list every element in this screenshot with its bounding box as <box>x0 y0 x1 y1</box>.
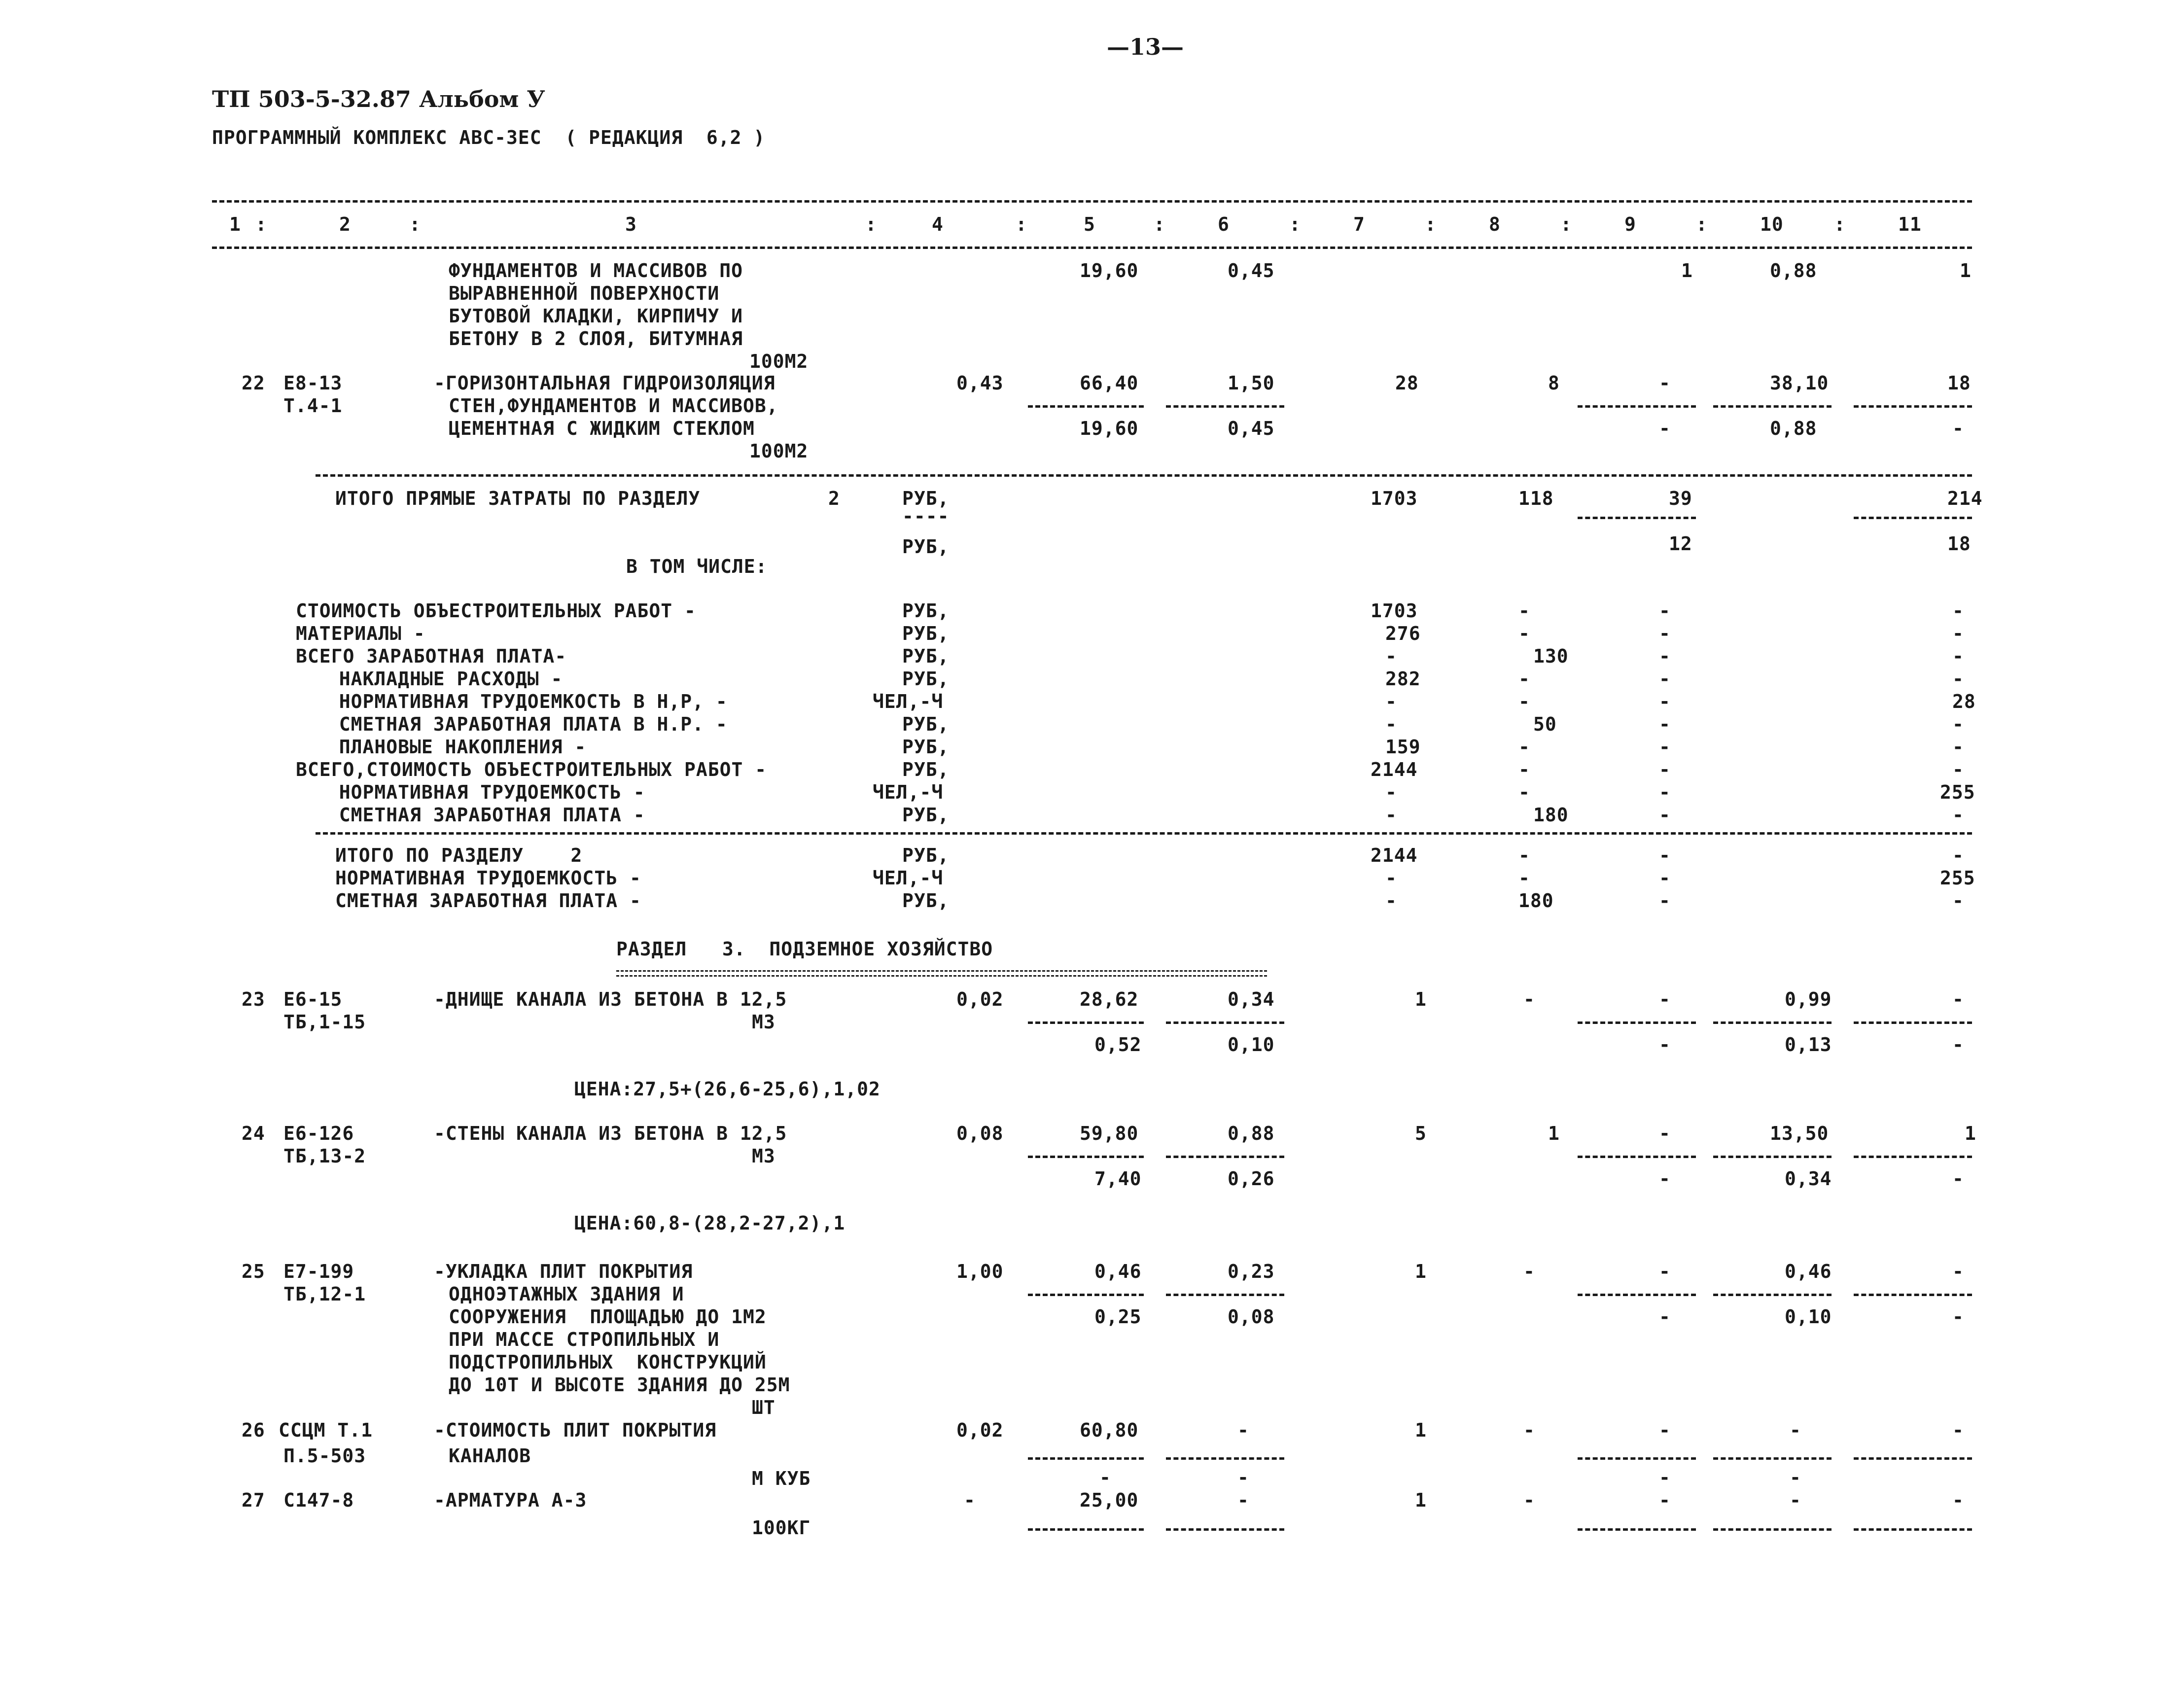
item-text: ДО 10Т И ВЫСОТЕ ЗДАНИЯ ДО 25М <box>449 1374 790 1396</box>
cell: - <box>1518 691 1530 712</box>
cell: 0,52 <box>1094 1034 1142 1056</box>
cell: - <box>1659 1168 1671 1190</box>
header-rule-top <box>212 200 1972 203</box>
cell: 50 <box>1533 713 1557 735</box>
item-unit: 100М2 <box>749 440 809 462</box>
cell: - <box>1237 1489 1249 1511</box>
row-code: Т.4-1 <box>283 395 343 417</box>
section-rule <box>316 832 1972 835</box>
cell: - <box>1659 844 1671 866</box>
cell: 130 <box>1533 645 1569 667</box>
cell: 282 <box>1385 668 1421 690</box>
cell: - <box>1790 1467 1801 1488</box>
col-sep: : <box>1696 213 1708 235</box>
cell: - <box>1952 736 1964 758</box>
total-unit: РУБ, <box>902 536 950 558</box>
item-unit: ШТ <box>752 1397 775 1418</box>
col-4: 4 <box>932 213 944 235</box>
cell-rule <box>1578 517 1696 519</box>
cell: - <box>1952 668 1964 690</box>
cell: 0,25 <box>1094 1306 1142 1328</box>
cell: - <box>1385 691 1397 712</box>
section-total-unit: РУБ, <box>902 844 950 866</box>
cell: 13,50 <box>1770 1123 1829 1144</box>
item-text: КАНАЛОВ <box>449 1445 531 1467</box>
item-text: -СТОИМОСТЬ ПЛИТ ПОКРЫТИЯ <box>434 1419 717 1441</box>
item-text: БУТОВОЙ КЛАДКИ, КИРПИЧУ И <box>449 305 743 327</box>
row-code: Е7-199 <box>283 1261 354 1282</box>
item-text: БЕТОНУ В 2 СЛОЯ, БИТУМНАЯ <box>449 328 743 350</box>
cell: 1,50 <box>1228 372 1275 394</box>
item-text: -СТЕНЫ КАНАЛА ИЗ БЕТОНА В 12,5 <box>434 1123 787 1144</box>
cell: - <box>1385 713 1397 735</box>
cell: 0,26 <box>1228 1168 1275 1190</box>
total-label: ИТОГО ПРЯМЫЕ ЗАТРАТЫ ПО РАЗДЕЛУ <box>335 488 701 509</box>
cell-rule <box>1713 1294 1832 1296</box>
cell: - <box>1518 600 1530 622</box>
row-code: П.5-503 <box>283 1445 366 1467</box>
row-code: Е6-15 <box>283 988 343 1010</box>
cell: - <box>1952 1419 1964 1441</box>
breakdown-unit: РУБ, <box>902 623 950 644</box>
cell: 0,34 <box>1785 1168 1832 1190</box>
cell: - <box>1659 736 1671 758</box>
cell: 0,88 <box>1770 418 1817 439</box>
item-text: -УКЛАДКА ПЛИТ ПОКРЫТИЯ <box>434 1261 693 1282</box>
cell: 7,40 <box>1094 1168 1142 1190</box>
cell: - <box>1659 890 1671 912</box>
cell: - <box>1952 890 1964 912</box>
cell: - <box>1659 759 1671 780</box>
cell-rule <box>1854 1294 1972 1296</box>
item-unit: М3 <box>752 1145 775 1167</box>
cell-rule <box>1166 1294 1284 1296</box>
cell: - <box>1952 759 1964 780</box>
cell-rule <box>1028 1021 1144 1024</box>
cell: - <box>1518 844 1530 866</box>
total-unit-dash: ---- <box>902 505 950 527</box>
cell: - <box>1659 668 1671 690</box>
cell: 60,80 <box>1080 1419 1139 1441</box>
row-number: 23 <box>242 988 265 1010</box>
document-title: ТП 503-5-32.87 Альбом У <box>212 86 545 112</box>
item-text: -ГОРИЗОНТАЛЬНАЯ ГИДРОИЗОЛЯЦИЯ <box>434 372 775 394</box>
cell: 0,45 <box>1228 418 1275 439</box>
cell: - <box>1952 844 1964 866</box>
cell: - <box>1659 1261 1671 1282</box>
cell: - <box>1952 1306 1964 1328</box>
cell-rule <box>1028 1457 1144 1460</box>
cell-rule <box>1028 405 1144 408</box>
cell: - <box>1518 759 1530 780</box>
col-sep: : <box>1016 213 1027 235</box>
cell: - <box>1790 1419 1801 1441</box>
cell: - <box>1659 1419 1671 1441</box>
cell-rule <box>1713 405 1832 408</box>
breakdown-unit: РУБ, <box>902 668 950 690</box>
cell-rule <box>1854 517 1972 519</box>
col-sep: : <box>1154 213 1165 235</box>
cell: 1 <box>1960 260 1972 282</box>
breakdown-label: ПЛАНОВЫЕ НАКОПЛЕНИЯ - <box>316 736 587 758</box>
breakdown-unit: РУБ, <box>902 736 950 758</box>
cell: - <box>1952 1489 1964 1511</box>
cell: 214 <box>1947 488 1983 509</box>
col-9: 9 <box>1624 213 1636 235</box>
cell: - <box>1659 418 1671 439</box>
cell-rule <box>1166 1457 1284 1460</box>
breakdown-unit: РУБ, <box>902 804 950 826</box>
item-text: СООРУЖЕНИЯ ПЛОЩАДЬЮ ДО 1М2 <box>449 1306 767 1328</box>
cell-rule <box>1578 1457 1696 1460</box>
cell: 0,13 <box>1785 1034 1832 1056</box>
section-rule <box>316 474 1972 477</box>
breakdown-unit: ЧЕЛ,-Ч <box>873 691 944 712</box>
col-6: 6 <box>1218 213 1230 235</box>
cell: - <box>1790 1489 1801 1511</box>
cell: 0,10 <box>1228 1034 1275 1056</box>
cell: 2144 <box>1371 844 1418 866</box>
total-section: 2 <box>828 488 840 509</box>
cell: 0,02 <box>956 1419 1004 1441</box>
cell: 0,02 <box>956 988 1004 1010</box>
breakdown-label: НАКЛАДНЫЕ РАСХОДЫ - <box>316 668 563 690</box>
item-text: ЦЕМЕНТНАЯ С ЖИДКИМ СТЕКЛОМ <box>449 418 755 439</box>
cell: 1 <box>1681 260 1693 282</box>
breakdown-label: СМЕТНАЯ ЗАРАБОТНАЯ ПЛАТА - <box>316 804 645 826</box>
cell: - <box>1952 713 1964 735</box>
cell: - <box>1952 804 1964 826</box>
cell: 0,46 <box>1785 1261 1832 1282</box>
cell: 0,08 <box>1228 1306 1275 1328</box>
cell: 1703 <box>1371 600 1418 622</box>
breakdown-label: СМЕТНАЯ ЗАРАБОТНАЯ ПЛАТА В Н.Р. - <box>316 713 728 735</box>
cell: 28 <box>1952 691 1976 712</box>
cell: - <box>1659 1123 1671 1144</box>
cell: - <box>1659 372 1671 394</box>
col-sep: : <box>409 213 421 235</box>
col-2: 2 <box>339 213 351 235</box>
section-total-label: НОРМАТИВНАЯ ТРУДОЕМКОСТЬ - <box>335 867 641 889</box>
cell-rule <box>1854 1021 1972 1024</box>
breakdown-label: МАТЕРИАЛЫ - <box>296 623 425 644</box>
cell: 1,00 <box>956 1261 1004 1282</box>
cell-rule <box>1713 1156 1832 1158</box>
cell: - <box>1385 890 1397 912</box>
cell: 1 <box>1965 1123 1976 1144</box>
cell: - <box>1659 804 1671 826</box>
cell: - <box>1659 1489 1671 1511</box>
breakdown-label: НОРМАТИВНАЯ ТРУДОЕМКОСТЬ В Н,Р, - <box>316 691 728 712</box>
cell-rule <box>1854 1457 1972 1460</box>
col-7: 7 <box>1353 213 1365 235</box>
item-unit: М КУБ <box>752 1468 811 1489</box>
cell: - <box>1385 645 1397 667</box>
cell: - <box>1659 867 1671 889</box>
col-sep: : <box>255 213 267 235</box>
cell-rule <box>1854 1528 1972 1531</box>
item-text: -АРМАТУРА А-3 <box>434 1489 587 1511</box>
cell-rule <box>1713 1021 1832 1024</box>
cell: 0,46 <box>1094 1261 1142 1282</box>
cell: 0,88 <box>1228 1123 1275 1144</box>
cell-rule <box>1166 1528 1284 1531</box>
breakdown-label: ВСЕГО ЗАРАБОТНАЯ ПЛАТА- <box>296 645 567 667</box>
cell: - <box>1518 781 1530 803</box>
item-unit: 100М2 <box>749 351 809 372</box>
cell: - <box>1952 1261 1964 1282</box>
total-unit: РУБ, <box>902 488 950 509</box>
cell: 180 <box>1518 890 1554 912</box>
item-unit: 100КГ <box>752 1517 811 1539</box>
item-text: СТЕН,ФУНДАМЕНТОВ И МАССИВОВ, <box>449 395 778 417</box>
col-1: 1 <box>229 213 241 235</box>
breakdown-label: ВСЕГО,СТОИМОСТЬ ОБЪЕСТРОИТЕЛЬНЫХ РАБОТ - <box>296 759 767 780</box>
cell: 19,60 <box>1080 260 1139 282</box>
row-number: 26 <box>242 1419 265 1441</box>
section-heading: РАЗДЕЛ 3. ПОДЗЕМНОЕ ХОЗЯЙСТВО <box>616 938 993 960</box>
col-sep: : <box>1560 213 1572 235</box>
cell: 0,45 <box>1228 260 1275 282</box>
cell: 255 <box>1940 867 1975 889</box>
cell: 118 <box>1518 488 1554 509</box>
item-text: ПРИ МАССЕ СТРОПИЛЬНЫХ И <box>449 1329 720 1350</box>
cell: - <box>1659 691 1671 712</box>
breakdown-unit: РУБ, <box>902 600 950 622</box>
cell-rule <box>1578 1294 1696 1296</box>
cell: - <box>1952 418 1964 439</box>
breakdown-label: СТОИМОСТЬ ОБЪЕСТРОИТЕЛЬНЫХ РАБОТ - <box>296 600 696 622</box>
breakdown-unit: РУБ, <box>902 645 950 667</box>
cell: - <box>1659 1034 1671 1056</box>
cell-rule <box>1578 1528 1696 1531</box>
cell: 38,10 <box>1770 372 1829 394</box>
cell: 1 <box>1415 1489 1427 1511</box>
cell: 0,99 <box>1785 988 1832 1010</box>
cell-rule <box>1166 1156 1284 1158</box>
cell: - <box>1659 645 1671 667</box>
cell: 28,62 <box>1080 988 1139 1010</box>
item-text: ФУНДАМЕНТОВ И МАССИВОВ ПО <box>449 260 743 282</box>
cell: 1 <box>1415 1261 1427 1282</box>
cell: - <box>1523 1419 1535 1441</box>
cell: - <box>1659 781 1671 803</box>
row-code: С147-8 <box>283 1489 354 1511</box>
cell: 159 <box>1385 736 1421 758</box>
cell: 0,23 <box>1228 1261 1275 1282</box>
cell: - <box>1952 600 1964 622</box>
item-text: ПОДСТРОПИЛЬНЫХ КОНСТРУКЦИЙ <box>449 1351 767 1373</box>
breakdown-unit: ЧЕЛ,-Ч <box>873 781 944 803</box>
cell: - <box>1523 1261 1535 1282</box>
cell-rule <box>1166 405 1284 408</box>
col-sep: : <box>1425 213 1437 235</box>
cell: - <box>1385 781 1397 803</box>
row-code: ТБ,12-1 <box>283 1283 366 1305</box>
cell: - <box>1523 988 1535 1010</box>
header-rule-bottom <box>212 246 1972 249</box>
cell: 18 <box>1947 533 1971 555</box>
cell: 25,00 <box>1080 1489 1139 1511</box>
cell-rule <box>1578 405 1696 408</box>
cell: - <box>1659 988 1671 1010</box>
cell: - <box>1518 736 1530 758</box>
cell: 39 <box>1669 488 1692 509</box>
col-sep: : <box>1834 213 1846 235</box>
section-total-unit: РУБ, <box>902 890 950 912</box>
section-total-label: ИТОГО ПО РАЗДЕЛУ 2 <box>335 844 583 866</box>
cell: - <box>1518 867 1530 889</box>
row-number: 24 <box>242 1123 265 1144</box>
cell: 0,10 <box>1785 1306 1832 1328</box>
cell: 0,43 <box>956 372 1004 394</box>
row-code: ССЦМ Т.1 <box>279 1419 373 1441</box>
section-heading-underline <box>616 970 1267 977</box>
row-number: 27 <box>242 1489 265 1511</box>
cell: 0,34 <box>1228 988 1275 1010</box>
col-5: 5 <box>1084 213 1095 235</box>
cell: - <box>1518 668 1530 690</box>
cell: - <box>1237 1419 1249 1441</box>
cell: - <box>1659 713 1671 735</box>
row-code: Е6-126 <box>283 1123 354 1144</box>
section-total-unit: ЧЕЛ,-Ч <box>873 867 944 889</box>
cell-rule <box>1578 1156 1696 1158</box>
cell: - <box>1952 1168 1964 1190</box>
cell: 66,40 <box>1080 372 1139 394</box>
cell: - <box>1659 1306 1671 1328</box>
row-number: 25 <box>242 1261 265 1282</box>
breakdown-unit: РУБ, <box>902 759 950 780</box>
col-sep: : <box>1289 213 1301 235</box>
cell-rule <box>1028 1156 1144 1158</box>
cell: - <box>964 1489 976 1511</box>
cell: 1 <box>1415 1419 1427 1441</box>
row-number: 22 <box>242 372 265 394</box>
breakdown-label: НОРМАТИВНАЯ ТРУДОЕМКОСТЬ - <box>316 781 645 803</box>
cell: 2144 <box>1371 759 1418 780</box>
item-text: -ДНИЩЕ КАНАЛА ИЗ БЕТОНА В 12,5 <box>434 988 787 1010</box>
cell: - <box>1385 804 1397 826</box>
cell: 5 <box>1415 1123 1427 1144</box>
cell: - <box>1659 623 1671 644</box>
including-label: В ТОМ ЧИСЛЕ: <box>626 556 768 577</box>
col-8: 8 <box>1489 213 1501 235</box>
cell: 0,08 <box>956 1123 1004 1144</box>
cell: - <box>1099 1467 1111 1488</box>
row-code: Е8-13 <box>283 372 343 394</box>
cell: - <box>1952 1034 1964 1056</box>
item-text: ОДНОЭТАЖНЫХ ЗДАНИЯ И <box>449 1283 684 1305</box>
cell: 28 <box>1395 372 1419 394</box>
cell: 59,80 <box>1080 1123 1139 1144</box>
section-total-label: СМЕТНАЯ ЗАРАБОТНАЯ ПЛАТА - <box>335 890 641 912</box>
cell: 1 <box>1415 988 1427 1010</box>
row-code: ТБ,13-2 <box>283 1145 366 1167</box>
cell-rule <box>1028 1528 1144 1531</box>
cell: - <box>1952 645 1964 667</box>
cell: 12 <box>1669 533 1692 555</box>
cell: - <box>1659 1467 1671 1488</box>
price-formula: ЦЕНА:60,8-(28,2-27,2),1 <box>574 1212 845 1234</box>
program-line: ПРОГРАММНЫЙ КОМПЛЕКС АВС-ЗЕС ( РЕДАКЦИЯ 6,2 ) <box>212 127 766 148</box>
cell-rule <box>1713 1457 1832 1460</box>
cell: 180 <box>1533 804 1569 826</box>
item-text: ВЫРАВНЕННОЙ ПОВЕРХНОСТИ <box>449 282 720 304</box>
cell: 276 <box>1385 623 1421 644</box>
col-3: 3 <box>625 213 637 235</box>
cell-rule <box>1713 1528 1832 1531</box>
cell-rule <box>1578 1021 1696 1024</box>
cell: 0,88 <box>1770 260 1817 282</box>
cell-rule <box>1854 1156 1972 1158</box>
cell: - <box>1523 1489 1535 1511</box>
cell: - <box>1952 988 1964 1010</box>
cell: - <box>1237 1467 1249 1488</box>
col-sep: : <box>865 213 877 235</box>
cell: 19,60 <box>1080 418 1139 439</box>
cell: - <box>1952 623 1964 644</box>
breakdown-unit: РУБ, <box>902 713 950 735</box>
cell: 1 <box>1548 1123 1560 1144</box>
cell: - <box>1518 623 1530 644</box>
cell: 255 <box>1940 781 1975 803</box>
cell: 8 <box>1548 372 1560 394</box>
col-11: 11 <box>1898 213 1922 235</box>
cell: - <box>1385 867 1397 889</box>
cell: - <box>1659 600 1671 622</box>
item-unit: М3 <box>752 1011 775 1033</box>
cell: 18 <box>1947 372 1971 394</box>
row-code: ТБ,1-15 <box>283 1011 366 1033</box>
cell-rule <box>1166 1021 1284 1024</box>
price-formula: ЦЕНА:27,5+(26,6-25,6),1,02 <box>574 1078 881 1100</box>
cell-rule <box>1854 405 1972 408</box>
cell-rule <box>1028 1294 1144 1296</box>
page-number: —13— <box>1107 34 1184 60</box>
cell: 1703 <box>1371 488 1418 509</box>
col-10: 10 <box>1760 213 1784 235</box>
